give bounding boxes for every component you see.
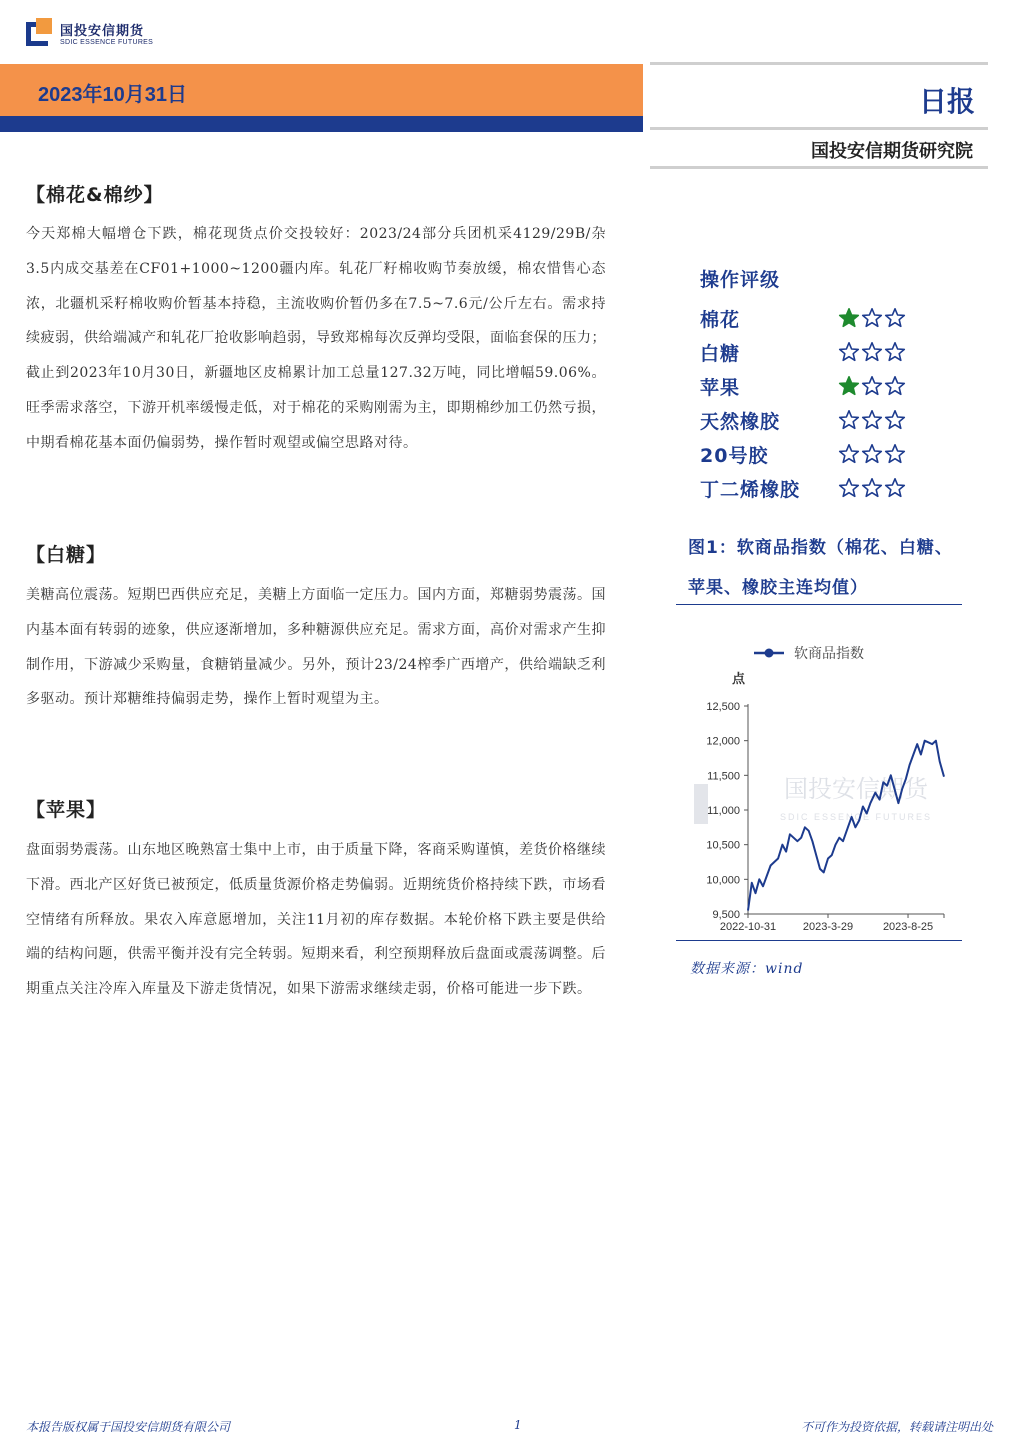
section-title-sugar: 【白糖】: [26, 544, 107, 566]
x-tick-label: 2023-3-29: [802, 921, 854, 933]
x-tick-label: 2022-10-31: [719, 921, 777, 933]
footer-disclaimer: 不可作为投资依据，转载请注明出处: [800, 1420, 993, 1434]
logo-name-en: SDIC ESSENCE FUTURES: [60, 39, 154, 46]
rating-name: 棉花: [700, 308, 741, 331]
section-title-apple: 【苹果】: [26, 799, 107, 821]
star-empty-icon: [861, 409, 883, 431]
page-number: 1: [514, 1418, 522, 1432]
figure-rule-top: [676, 604, 962, 605]
rating-row: [700, 471, 907, 505]
star-empty-icon: [861, 375, 883, 397]
rating-name: 苹果: [700, 376, 741, 399]
section-text-cotton: 今天郑棉大幅增仓下跌，棉花现货点价交投较好：2023/24部分兵团机采4129/29B/杂3.5内成交基差在CF01+1000~1200疆内库。轧花厂籽棉收购节奏放缓，棉农惜售心态浓，北疆机采籽棉收购价暂基本持稳，主流收购价暂仍多在7.5~7.6元/公斤左右。需求持续疲弱，供给端减产和轧花厂抢收影响趋弱，导致郑棉每次反弹均受限，面临套保的压力；截止到2023年10月30日，新疆地区皮棉累计加工总量127.32万吨，同比增幅59.06%。旺季需求落空，下游开机率缓慢走低，对于棉花的采购刚需为主，即期棉纱加工仍然亏损，中期看棉花基本面仍偏弱势，操作暂时观望或偏空思路对待。: [26, 226, 606, 451]
star-filled-icon: [838, 375, 860, 397]
rating-name: 天然橡胶: [700, 410, 781, 433]
rating-title: 操作评级: [700, 269, 781, 291]
watermark-logo-icon: [694, 784, 708, 824]
star-empty-icon: [838, 477, 860, 499]
star-empty-icon: [838, 409, 860, 431]
star-empty-icon: [884, 375, 906, 397]
logo-mark-icon: [26, 18, 54, 48]
series-line-soft-commodity-index: [748, 741, 944, 911]
y-tick-label: 9,500: [712, 909, 740, 921]
rating-row: [700, 369, 907, 403]
section-text-apple: 盘面弱势震荡。山东地区晚熟富士集中上市，由于质量下降，客商采购谨慎，差货价格继续下滑。西北产区好货已被预定，低质量货源价格走势偏弱。近期统货价格持续下跌，市场看空情绪有所释放。果农入库意愿增加，关注11月初的库存数据。本轮价格下跌主要是供给端的结构问题，供需平衡并没有完全转弱。短期来看，利空预期释放后盘面或震荡调整。后期重点关注冷库入库量及下游走货情况，如果下游需求继续走弱，价格可能进一步下跌。: [26, 842, 606, 998]
y-tick-label: 12,500: [706, 701, 740, 713]
star-empty-icon: [884, 307, 906, 329]
y-tick-label: 12,000: [706, 735, 740, 748]
footer-copyright: 本报告版权属于国投安信期货有限公司: [26, 1420, 231, 1434]
star-empty-icon: [861, 307, 883, 329]
figure-source: 数据来源：wind: [690, 961, 804, 977]
rating-name: 20号胶: [700, 444, 769, 467]
star-empty-icon: [861, 341, 883, 363]
company-logo: [26, 18, 153, 48]
rating-row: [700, 335, 907, 369]
figure-rule-bottom: [676, 940, 962, 941]
rating-row: [700, 403, 907, 437]
y-axis-label: 点: [732, 672, 746, 687]
section-text-sugar: 美糖高位震荡。短期巴西供应充足，美糖上方面临一定压力。国内方面，郑糖弱势震荡。国内基本面有转弱的迹象，供应逐渐增加，多种糖源供应充足。需求方面，高价对需求产生抑制作用，下游减少采购量，食糖销量减少。另外，预计23/24榨季广西增产，供给端缺乏利多驱动。预计郑糖维持偏弱走势，操作上暂时观望为主。: [26, 587, 606, 708]
y-tick-label: 10,000: [706, 874, 740, 887]
figure-title: 图1：软商品指数（棉花、白糖、苹果、橡胶主连均值）: [688, 538, 953, 598]
star-empty-icon: [838, 443, 860, 465]
section-title-cotton: 【棉花&棉纱】: [26, 184, 164, 206]
report-date: 2023年10月31日: [38, 84, 187, 106]
header-rule-top: [650, 62, 988, 65]
report-type-title: 日报: [918, 85, 975, 118]
institute-name: 国投安信期货研究院: [811, 141, 973, 162]
y-tick-label: 11,500: [707, 770, 740, 783]
star-empty-icon: [884, 477, 906, 499]
legend-label: 软商品指数: [794, 646, 864, 662]
rating-name: 白糖: [700, 342, 741, 365]
star-empty-icon: [838, 341, 860, 363]
header-blue-band: [0, 116, 643, 132]
rating-name: 丁二烯橡胶: [700, 478, 801, 501]
legend-marker-icon: [765, 649, 774, 658]
header-rule-bottom: [650, 166, 988, 169]
y-tick-label: 10,500: [706, 839, 740, 852]
y-tick-label: 11,000: [707, 805, 740, 817]
header-rule-middle: [650, 127, 988, 130]
logo-name-cn: 国投安信期货: [60, 24, 145, 39]
star-filled-icon: [838, 307, 860, 329]
star-empty-icon: [884, 409, 906, 431]
star-empty-icon: [884, 341, 906, 363]
rating-row: [700, 437, 907, 471]
rating-row: [700, 301, 907, 335]
star-empty-icon: [861, 477, 883, 499]
star-empty-icon: [884, 443, 906, 465]
watermark-subtext: SDIC ESSENCE FUTURES: [779, 812, 933, 822]
star-empty-icon: [861, 443, 883, 465]
watermark-text: 国投安信期货: [784, 775, 928, 803]
rating-panel: [700, 265, 907, 505]
x-tick-label: 2023-8-25: [882, 921, 934, 933]
soft-commodity-index-chart: [676, 632, 962, 942]
